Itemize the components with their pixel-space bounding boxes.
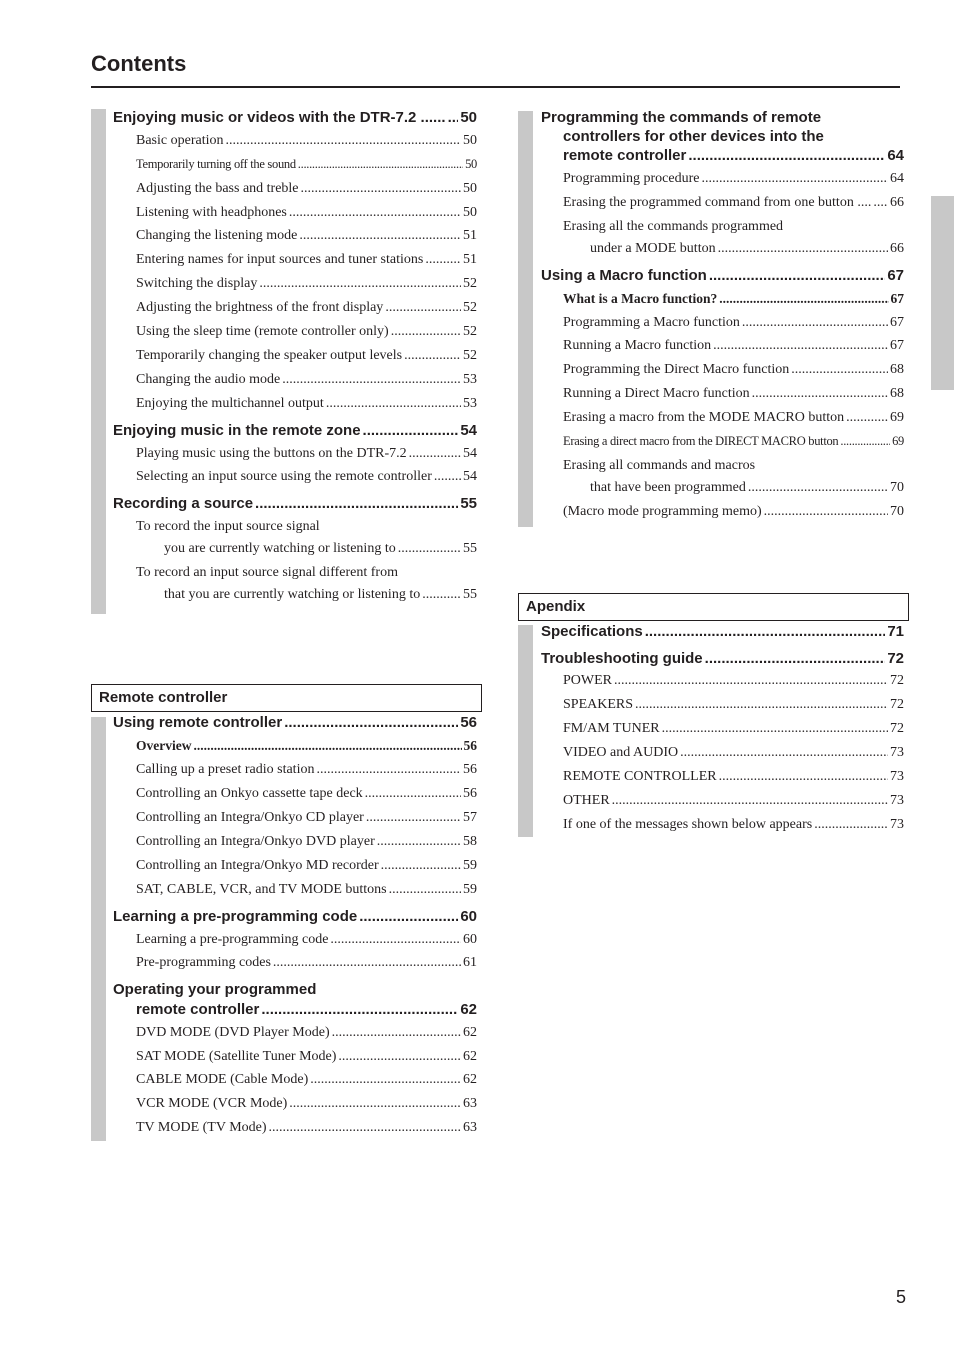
toc-entry-erasing-all-the-commands-programmed	[563, 219, 783, 235]
dot-leader	[298, 157, 463, 172]
toc-entry-using-the-sleep-time-remote-controller-o	[136, 324, 477, 340]
toc-entry-erasing-a-macro-from-the-mode-macro-butt	[563, 410, 904, 426]
toc-entry-adjusting-the-brightness-of-the-front-di	[136, 300, 477, 316]
toc-entry-page: 61	[463, 955, 477, 970]
toc-entry-using-remote-controller	[113, 714, 477, 731]
toc-entry-title: that have been programmed	[590, 480, 746, 495]
toc-entry-title: you are currently watching or listening to	[164, 541, 396, 556]
dot-leader	[409, 446, 461, 462]
toc-entry-changing-the-audio-mode	[136, 372, 477, 388]
dot-leader	[404, 348, 461, 364]
toc-entry-page: 55	[460, 495, 477, 512]
toc-entry-title: Programming the Direct Macro function	[563, 362, 790, 377]
toc-entry-to-record-an-input-source-signal-differe	[136, 565, 398, 581]
toc-entry-learning-a-pre-programming-code	[136, 932, 477, 948]
toc-entry-title: Erasing all commands and macros	[563, 458, 756, 473]
toc-entry-operating-your-programmed	[113, 981, 316, 998]
toc-entry-controllers-for-other-devices-into-the	[563, 128, 824, 145]
toc-entry-page: 70	[890, 504, 904, 519]
toc-entry-title: Changing the listening mode	[136, 228, 298, 243]
toc-entry-recording-a-source	[113, 495, 477, 512]
toc-entry-pre-programming-codes	[136, 955, 477, 971]
toc-entry-title: What is a Macro function?	[563, 291, 718, 306]
toc-entry-page: 73	[890, 793, 904, 808]
toc-entry-basic-operation	[136, 133, 477, 149]
toc-entry-title: Learning a pre-programming code	[113, 908, 358, 925]
toc-entry-enjoying-music-in-the-remote-zone	[113, 422, 477, 439]
toc-entry-page: 56	[460, 714, 477, 731]
dot-leader	[284, 714, 458, 731]
toc-entry-page: 60	[460, 908, 477, 925]
toc-entry-page: 66	[890, 195, 904, 210]
dot-leader	[289, 1096, 461, 1112]
section-bar	[518, 111, 533, 527]
toc-entry-page: 52	[463, 324, 477, 339]
toc-entry-selecting-an-input-source-using-the-remo	[136, 469, 477, 485]
toc-entry-sat-mode-satellite-tuner-mode	[136, 1049, 477, 1065]
toc-entry-title: SPEAKERS	[563, 697, 634, 712]
toc-entry-title: Basic operation	[136, 133, 224, 148]
toc-entry-title: Learning a pre-programming code	[136, 932, 329, 947]
toc-entry-page: 53	[463, 372, 477, 387]
toc-entry-page: 56	[463, 786, 477, 801]
toc-entry-title: SAT, CABLE, VCR, and TV MODE buttons	[136, 882, 387, 897]
dot-leader	[846, 410, 888, 426]
dot-leader	[645, 623, 886, 640]
toc-entry-page: 52	[463, 300, 477, 315]
toc-entry-title: Running a Macro function	[563, 338, 712, 353]
toc-entry-title: VIDEO and AUDIO	[563, 745, 679, 760]
toc-entry-title: REMOTE CONTROLLER	[563, 769, 717, 784]
dot-leader	[422, 587, 461, 603]
toc-entry-title: Adjusting the brightness of the front display	[136, 300, 384, 315]
dot-leader	[301, 181, 461, 197]
toc-entry-title: To record an input source signal different from	[136, 565, 398, 580]
toc-entry-vcr-mode-vcr-mode	[136, 1096, 477, 1112]
toc-entry-changing-the-listening-mode	[136, 228, 477, 244]
toc-entry-title: that you are currently watching or listening to	[164, 587, 421, 602]
page-title: Contents	[91, 51, 187, 76]
dot-leader	[742, 315, 888, 331]
toc-entry-page: 67	[887, 267, 904, 284]
toc-entry-page: 69	[890, 410, 904, 425]
dot-leader	[366, 810, 461, 826]
toc-entry-page: 54	[460, 422, 477, 439]
toc-entry-title: remote controller	[136, 1001, 260, 1018]
toc-entry-title: Pre-programming codes	[136, 955, 271, 970]
dot-leader	[612, 793, 888, 809]
toc-entry-page: 62	[463, 1072, 477, 1087]
toc-entry-title: VCR MODE (VCR Mode)	[136, 1096, 288, 1111]
toc-entry-page: 67	[890, 291, 904, 306]
toc-entry-fm-am-tuner	[563, 721, 904, 737]
dot-leader	[719, 291, 888, 307]
toc-entry-page: 62	[463, 1049, 477, 1064]
toc-entry-title: Temporarily turning off the sound	[136, 157, 296, 171]
toc-entry-title: Controlling an Integra/Onkyo CD player	[136, 810, 364, 825]
toc-entry-temporarily-changing-the-speaker-output-	[136, 348, 477, 364]
toc-entry-if-one-of-the-messages-shown-below-appea	[563, 817, 904, 833]
toc-entry-page: 68	[890, 386, 904, 401]
toc-entry-page: 66	[890, 241, 904, 256]
toc-entry-title: POWER	[563, 673, 612, 688]
side-thumb-tab	[931, 196, 954, 390]
toc-entry-page: 59	[463, 858, 477, 873]
toc-entry-adjusting-the-bass-and-treble	[136, 181, 477, 197]
toc-entry-page: 64	[890, 171, 904, 186]
toc-entry-power	[563, 673, 904, 689]
dot-leader	[635, 697, 888, 713]
toc-entry-page: 72	[887, 650, 904, 667]
toc-entry-page: 54	[463, 469, 477, 484]
dot-leader	[748, 480, 888, 496]
toc-entry-title: Programming a Macro function	[563, 315, 740, 330]
toc-entry-page: 62	[463, 1025, 477, 1040]
toc-entry-page: 55	[463, 587, 477, 602]
toc-entry-page: 50	[465, 157, 477, 171]
toc-entry-page: 67	[890, 315, 904, 330]
toc-entry-enjoying-the-multichannel-output	[136, 396, 477, 412]
toc-entry-page: 50	[463, 205, 477, 220]
dot-leader	[434, 469, 461, 485]
toc-entry-title: Erasing the programmed command from one button ....	[563, 195, 872, 210]
dot-leader	[259, 276, 461, 292]
remote-controller-header: Remote controller	[91, 684, 482, 712]
toc-entry-what-is-a-macro-function	[563, 291, 904, 307]
appendix-header: Apendix	[518, 593, 909, 621]
toc-entry-page: 72	[890, 697, 904, 712]
toc-entry-programming-the-direct-macro-function	[563, 362, 904, 378]
toc-entry-page: 68	[890, 362, 904, 377]
dot-leader	[764, 504, 888, 520]
toc-entry-playing-music-using-the-buttons-on-the-d	[136, 446, 477, 462]
dot-leader	[255, 495, 458, 512]
dot-leader	[273, 955, 461, 971]
dot-leader	[377, 834, 461, 850]
toc-entry-title: Switching the display	[136, 276, 258, 291]
toc-entry-title: Programming the commands of remote	[541, 109, 822, 126]
toc-entry-page: 54	[463, 446, 477, 461]
toc-entry-title: Adjusting the bass and treble	[136, 181, 299, 196]
toc-entry-page: 63	[463, 1120, 477, 1135]
toc-entry-title: Enjoying the multichannel output	[136, 396, 324, 411]
toc-entry-page: 52	[463, 348, 477, 363]
toc-entry-running-a-direct-macro-function	[563, 386, 904, 402]
toc-entry-speakers	[563, 697, 904, 713]
toc-entry-page: 52	[463, 276, 477, 291]
section-bar	[518, 625, 533, 837]
toc-entry-page: 73	[890, 769, 904, 784]
toc-entry-page: 67	[890, 338, 904, 353]
toc-entry-title: Recording a source	[113, 495, 254, 512]
toc-entry-page: 60	[463, 932, 477, 947]
toc-entry-programming-a-macro-function	[563, 315, 904, 331]
dot-leader	[713, 338, 888, 354]
dot-leader	[840, 434, 890, 449]
toc-entry-programming-the-commands-of-remote	[541, 109, 821, 126]
toc-entry-dvd-mode-dvd-player-mode	[136, 1025, 477, 1041]
toc-entry-page: 72	[890, 673, 904, 688]
toc-entry-other	[563, 793, 904, 809]
section-bar	[91, 109, 106, 614]
toc-entry-page: 71	[887, 623, 904, 640]
toc-entry-page: 72	[890, 721, 904, 736]
dot-leader	[448, 109, 459, 126]
toc-entry-title: Overview	[136, 738, 192, 753]
toc-entry-under-a-mode-button	[590, 241, 904, 257]
toc-entry-title: (Macro mode programming memo)	[563, 504, 762, 519]
toc-entry-video-and-audio	[563, 745, 904, 761]
dot-leader	[662, 721, 888, 737]
toc-entry-title: Listening with headphones	[136, 205, 287, 220]
toc-entry-to-record-the-input-source-signal	[136, 519, 320, 535]
dot-leader	[389, 882, 461, 898]
toc-entry-title: Troubleshooting guide	[541, 650, 703, 667]
title-rule	[91, 86, 900, 88]
toc-entry-running-a-macro-function	[563, 338, 904, 354]
toc-entry-page: 55	[463, 541, 477, 556]
dot-leader	[752, 386, 888, 402]
toc-entry-page: 63	[463, 1096, 477, 1111]
toc-entry-title: Controlling an Onkyo cassette tape deck	[136, 786, 363, 801]
toc-entry-title: Entering names for input sources and tuner stations	[136, 252, 424, 267]
toc-entry-page: 51	[463, 252, 477, 267]
toc-entry-title: CABLE MODE (Cable Mode)	[136, 1072, 309, 1087]
toc-entry-title: Erasing a direct macro from the DIRECT MACRO button	[563, 434, 839, 448]
toc-entry-page: 56	[463, 762, 477, 777]
dot-leader	[381, 858, 461, 874]
dot-leader	[425, 252, 461, 268]
dot-leader	[709, 267, 885, 284]
toc-entry-title: Changing the audio mode	[136, 372, 281, 387]
toc-entry-page: 58	[463, 834, 477, 849]
toc-entry-page: 57	[463, 810, 477, 825]
toc-entry-learning-a-pre-programming-code	[113, 908, 477, 925]
toc-entry-title: Programming procedure	[563, 171, 700, 186]
toc-entry-title: Selecting an input source using the remote controller	[136, 469, 432, 484]
page-number: 5	[896, 1287, 907, 1307]
section-bar	[91, 717, 106, 1141]
toc-entry-temporarily-turning-off-the-sound	[136, 157, 477, 172]
dot-leader	[680, 745, 888, 761]
toc-entry-specifications	[541, 623, 904, 640]
toc-entry-title: under a MODE button	[590, 241, 716, 256]
dot-leader	[705, 650, 886, 667]
dot-leader	[326, 396, 461, 412]
toc-entry-page: 73	[890, 745, 904, 760]
toc-entry-controlling-an-integra-onkyo-dvd-player	[136, 834, 477, 850]
toc-entry-title: If one of the messages shown below appears	[563, 817, 813, 832]
toc-entry-title: DVD MODE (DVD Player Mode)	[136, 1025, 330, 1040]
toc-entry-page: 50	[463, 133, 477, 148]
dot-leader	[269, 1120, 461, 1136]
dot-leader	[391, 324, 461, 340]
toc-entry-controlling-an-integra-onkyo-cd-player	[136, 810, 477, 826]
toc-entry-that-have-been-programmed	[590, 480, 904, 496]
toc-entry-sat-cable-vcr-and-tv-mode-buttons	[136, 882, 477, 898]
toc-entry-controlling-an-integra-onkyo-md-recorder	[136, 858, 477, 874]
dot-leader	[701, 171, 888, 187]
toc-entry-title: Enjoying music or videos with the DTR-7.2 ......	[113, 109, 446, 126]
toc-entry-entering-names-for-input-sources-and-tun	[136, 252, 477, 268]
toc-entry-remote-controller	[136, 1001, 477, 1018]
toc-entry-title: Specifications	[541, 623, 643, 640]
dot-leader	[688, 147, 885, 164]
toc-entry-title: TV MODE (TV Mode)	[136, 1120, 267, 1135]
toc-entry-calling-up-a-preset-radio-station	[136, 762, 477, 778]
toc-entry-page: 53	[463, 396, 477, 411]
toc-entry-page: 50	[463, 181, 477, 196]
toc-entry-macro-mode-programming-memo	[563, 504, 904, 520]
dot-leader	[332, 1025, 461, 1041]
toc-entry-you-are-currently-watching-or-listening-	[164, 541, 477, 557]
toc-entry-title: Using the sleep time (remote controller only)	[136, 324, 389, 339]
dot-leader	[363, 422, 459, 439]
dot-leader	[385, 300, 461, 316]
toc-entry-using-a-macro-function	[541, 267, 904, 284]
dot-leader	[719, 769, 888, 785]
toc-entry-title: Controlling an Integra/Onkyo DVD player	[136, 834, 375, 849]
toc-entry-title: Erasing all the commands programmed	[563, 219, 784, 234]
dot-leader	[791, 362, 888, 378]
toc-entry-title: OTHER	[563, 793, 610, 808]
dot-leader	[873, 195, 888, 211]
toc-entry-page: 70	[890, 480, 904, 495]
toc-entry-title: FM/AM TUNER	[563, 721, 660, 736]
toc-entry-title: Calling up a preset radio station	[136, 762, 315, 777]
toc-entry-title: Enjoying music in the remote zone	[113, 422, 361, 439]
dot-leader	[365, 786, 461, 802]
toc-entry-title: Controlling an Integra/Onkyo MD recorder	[136, 858, 379, 873]
toc-entry-title: Operating your programmed	[113, 981, 317, 998]
toc-entry-tv-mode-tv-mode	[136, 1120, 477, 1136]
toc-entry-overview	[136, 738, 477, 754]
toc-entry-title: Playing music using the buttons on the DTR-7.2	[136, 446, 407, 461]
toc-entry-remote-controller	[563, 769, 904, 785]
dot-leader	[282, 372, 461, 388]
toc-entry-that-you-are-currently-watching-or-liste	[164, 587, 477, 603]
toc-entry-troubleshooting-guide	[541, 650, 904, 667]
toc-entry-programming-procedure	[563, 171, 904, 187]
toc-entry-erasing-the-programmed-command-from-one-	[563, 195, 904, 211]
dot-leader	[814, 817, 888, 833]
toc-entry-erasing-all-commands-and-macros	[563, 458, 755, 474]
toc-entry-title: remote controller	[563, 147, 687, 164]
dot-leader	[718, 241, 888, 257]
toc-entry-title: controllers for other devices into the	[563, 128, 824, 145]
toc-entry-listening-with-headphones	[136, 205, 477, 221]
toc-entry-cable-mode-cable-mode	[136, 1072, 477, 1088]
toc-entry-title: Using remote controller	[113, 714, 283, 731]
dot-leader	[398, 541, 461, 557]
toc-entry-page: 50	[460, 109, 477, 126]
dot-leader	[310, 1072, 461, 1088]
dot-leader	[330, 932, 461, 948]
dot-leader	[316, 762, 461, 778]
dot-leader	[261, 1001, 458, 1018]
toc-entry-title: Temporarily changing the speaker output levels	[136, 348, 403, 363]
dot-leader	[299, 228, 461, 244]
toc-entry-switching-the-display	[136, 276, 477, 292]
toc-entry-page: 69	[892, 434, 904, 448]
toc-entry-page: 62	[460, 1001, 477, 1018]
toc-entry-page: 59	[463, 882, 477, 897]
dot-leader	[289, 205, 461, 221]
toc-entry-remote-controller	[563, 147, 904, 164]
toc-entry-page: 56	[463, 738, 477, 753]
toc-entry-controlling-an-onkyo-cassette-tape-deck	[136, 786, 477, 802]
toc-entry-title: To record the input source signal	[136, 519, 320, 534]
toc-entry-title: Erasing a macro from the MODE MACRO button	[563, 410, 845, 425]
dot-leader	[359, 908, 458, 925]
toc-entry-enjoying-music-or-videos-with-the-dtr-7-	[113, 109, 477, 126]
dot-leader	[193, 738, 461, 754]
toc-entry-page: 64	[887, 147, 904, 164]
toc-entry-title: Using a Macro function	[541, 267, 707, 284]
toc-entry-erasing-a-direct-macro-from-the-direct-m	[563, 434, 904, 449]
toc-entry-page: 73	[890, 817, 904, 832]
toc-entry-page: 51	[463, 228, 477, 243]
toc-entry-title: SAT MODE (Satellite Tuner Mode)	[136, 1049, 337, 1064]
dot-leader	[338, 1049, 461, 1065]
toc-entry-title: Running a Direct Macro function	[563, 386, 750, 401]
dot-leader	[614, 673, 888, 689]
dot-leader	[225, 133, 461, 149]
